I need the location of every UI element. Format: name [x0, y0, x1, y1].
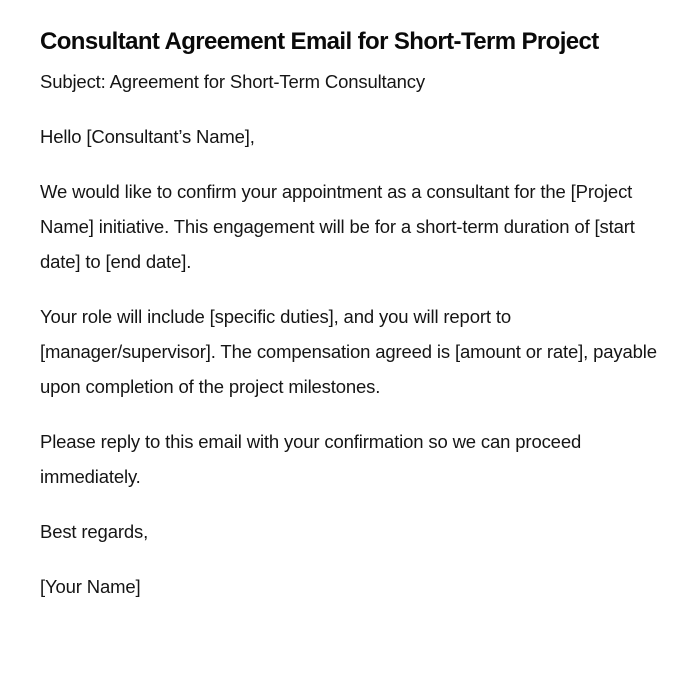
email-subject: Subject: Agreement for Short-Term Consultancy	[40, 71, 426, 92]
body-paragraph-confirmation: We would like to confirm your appointment as a consultant for the [Project Name] initiative. This engagement will be for a short-term duration of [start date] to [end date].	[40, 181, 635, 272]
email-signature: [Your Name]	[40, 576, 141, 597]
email-document	[40, 20, 660, 604]
body-paragraph-role: Your role will include [specific duties], and you will report to [manager/supervisor]. The compensation agreed is [amount or rate], payable upon completion of the project milestones.	[40, 306, 657, 397]
email-greeting: Hello [Consultant’s Name],	[40, 126, 255, 147]
body-paragraph-reply: Please reply to this email with your confirmation so we can proceed immediately.	[40, 431, 582, 487]
email-closing: Best regards,	[40, 521, 149, 542]
document-title: Consultant Agreement Email for Short-Term Project	[40, 28, 599, 55]
